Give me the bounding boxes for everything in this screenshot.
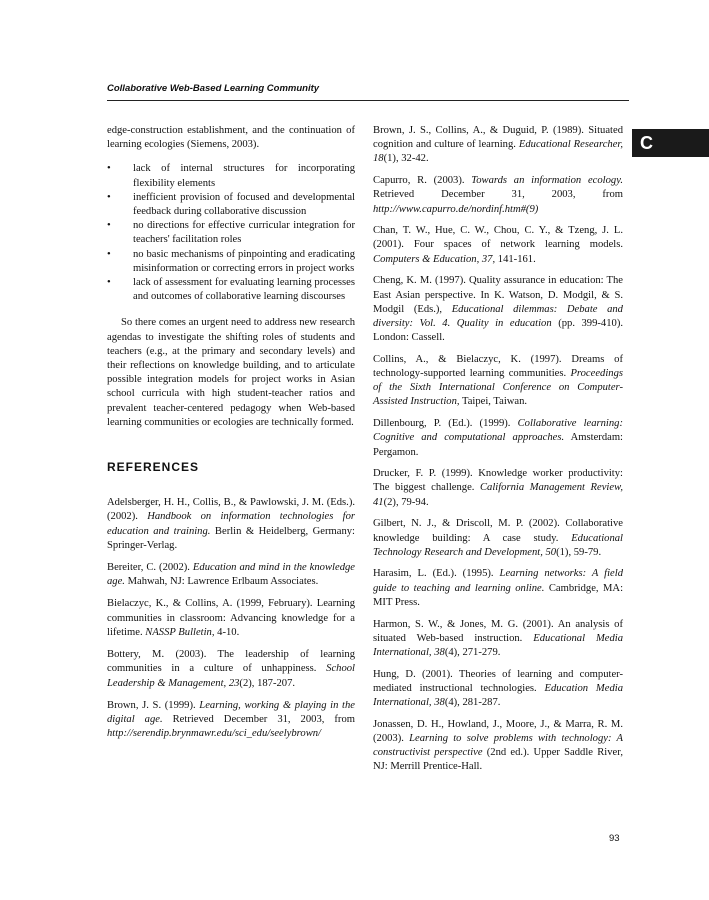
reference-entry: Adelsberger, H. H., Collis, B., & Pawlowski, J. M. (Eds.). (2002). Handbook on information technologies for education and training. Berlin & Heidelberg, Germany: Springer-Verlag. <box>107 497 355 551</box>
bullet-item: • no directions for effective curricular integration for teachers' facilitation roles <box>107 220 355 246</box>
bullet-list <box>107 162 355 304</box>
page-number: 93 <box>609 833 620 844</box>
header-rule <box>107 100 629 101</box>
bullet-item: • no basic mechanisms of pinpointing and eradicating misinformation or correcting errors in project works <box>107 248 355 274</box>
bullet-item: • lack of assessment for evaluating learning processes and outcomes of collaborative learning discourses <box>107 277 355 303</box>
reference-entry: Capurro, R. (2003). Towards an information ecology. Retrieved December 31, 2003, from http://www.capurro.de/nordinf.htm#(9) <box>373 175 623 215</box>
bullet-item: • inefficient provision of focused and developmental feedback during collaborative discussion <box>107 191 355 218</box>
running-head: Collaborative Web-Based Learning Community <box>107 83 320 94</box>
reference-entry: Brown, J. S., Collins, A., & Duguid, P. (1989). Situated cognition and culture of learning. Educational Researcher, 18(1), 32-42. <box>373 125 623 165</box>
reference-entry: Cheng, K. M. (1997). Quality assurance in education: The East Asian perspective. In K. Watson, D. Modgil, & S. Modgil (Eds.), Educational dilemmas: Debate and diversity: Vol. 4. Quality in education (pp. 399-410). London: Cassell. <box>373 275 623 344</box>
body-paragraph: So there comes an urgent need to address new research agendas to investigate the shifting roles of students and teachers (e.g., at the primary and secondary levels) and their reflections on knowledge building, and to articulate possible integration models for project works in Asian school curricula with high student-teacher ratios and prevalent teacher-centered pedagogy when Web-based learning communities or ecologies are technically formed. <box>107 317 355 428</box>
bullet-icon: • <box>107 248 111 260</box>
reference-entry: Hung, D. (2001). Theories of learning and computer-mediated instructional technologies. Education Media International, 38(4), 281-287. <box>373 668 623 709</box>
intro-paragraph: edge-construction establishment, and the continuation of learning ecologies (Siemens, 2003). <box>107 125 355 151</box>
reference-entry: Collins, A., & Bielaczyc, K. (1997). Dreams of technology-supported learning communities. Proceedings of the Sixth International Conference on Computer-Assisted Instruction, Taipei, Taiwan. <box>373 353 623 408</box>
bullet-icon: • <box>107 277 111 289</box>
reference-entry: Brown, J. S. (1999). Learning, working & playing in the digital age. Retrieved December 31, 2003, from http://serendip.brynmawr.edu/sci_edu/seelybrown/ <box>107 699 355 740</box>
reference-entry: Jonassen, D. H., Howland, J., Moore, J., & Marra, R. M. (2003). Learning to solve problems with technology: A constructivist perspective (2nd ed.). Upper Saddle River, NJ: Merrill Prentice-Hall. <box>373 718 623 773</box>
left-column <box>107 124 355 749</box>
references-heading: REFERENCES <box>107 460 200 475</box>
right-column <box>373 124 623 782</box>
reference-list-left <box>107 496 355 741</box>
bullet-icon: • <box>107 220 111 232</box>
reference-entry: Harasim, L. (Ed.). (1995). Learning networks: A field guide to teaching and learning online. Cambridge, MA: MIT Press. <box>373 568 624 608</box>
reference-entry: Drucker, F. P. (1999). Knowledge worker productivity: The biggest challenge. California Management Review, 41(2), 79-94. <box>373 468 623 508</box>
bullet-icon: • <box>107 191 111 203</box>
reference-entry: Bielaczyc, K., & Collins, A. (1999, February). Learning communities in classroom: Advancing knowledge for a lifetime. NASSP Bulletin, 4-10. <box>107 598 355 638</box>
reference-entry: Harmon, S. W., & Jones, M. G. (2001). An analysis of situated Web-based instruction. Educational Media International, 38(4), 271-279. <box>373 618 624 658</box>
reference-entry: Bereiter, C. (2002). Education and mind in the knowledge age. Mahwah, NJ: Lawrence Erlbaum Associates. <box>107 562 355 588</box>
reference-entry: Dillenbourg, P. (Ed.). (1999). Collaborative learning: Cognitive and computational approaches. Amsterdam: Pergamon. <box>373 418 623 458</box>
thumb-index-tab: C <box>632 129 709 157</box>
reference-entry: Chan, T. W., Hue, C. W., Chou, C. Y., & Tzeng, J. L. (2001). Four spaces of network learning models. Computers & Education, 37, 141-161. <box>373 225 623 265</box>
reference-list-right <box>373 124 623 775</box>
bullet-icon: • <box>107 163 111 175</box>
reference-entry: Gilbert, N. J., & Driscoll, M. P. (2002). Collaborative knowledge building: A case study. Educational Technology Research and Development, 50(1), 59-79. <box>373 518 623 558</box>
reference-entry: Bottery, M. (2003). The leadership of learning communities in a culture of unhappiness. School Leadership & Management, 23(2), 187-207. <box>107 649 355 689</box>
bullet-item: • lack of internal structures for incorporating flexibility elements <box>107 163 355 189</box>
